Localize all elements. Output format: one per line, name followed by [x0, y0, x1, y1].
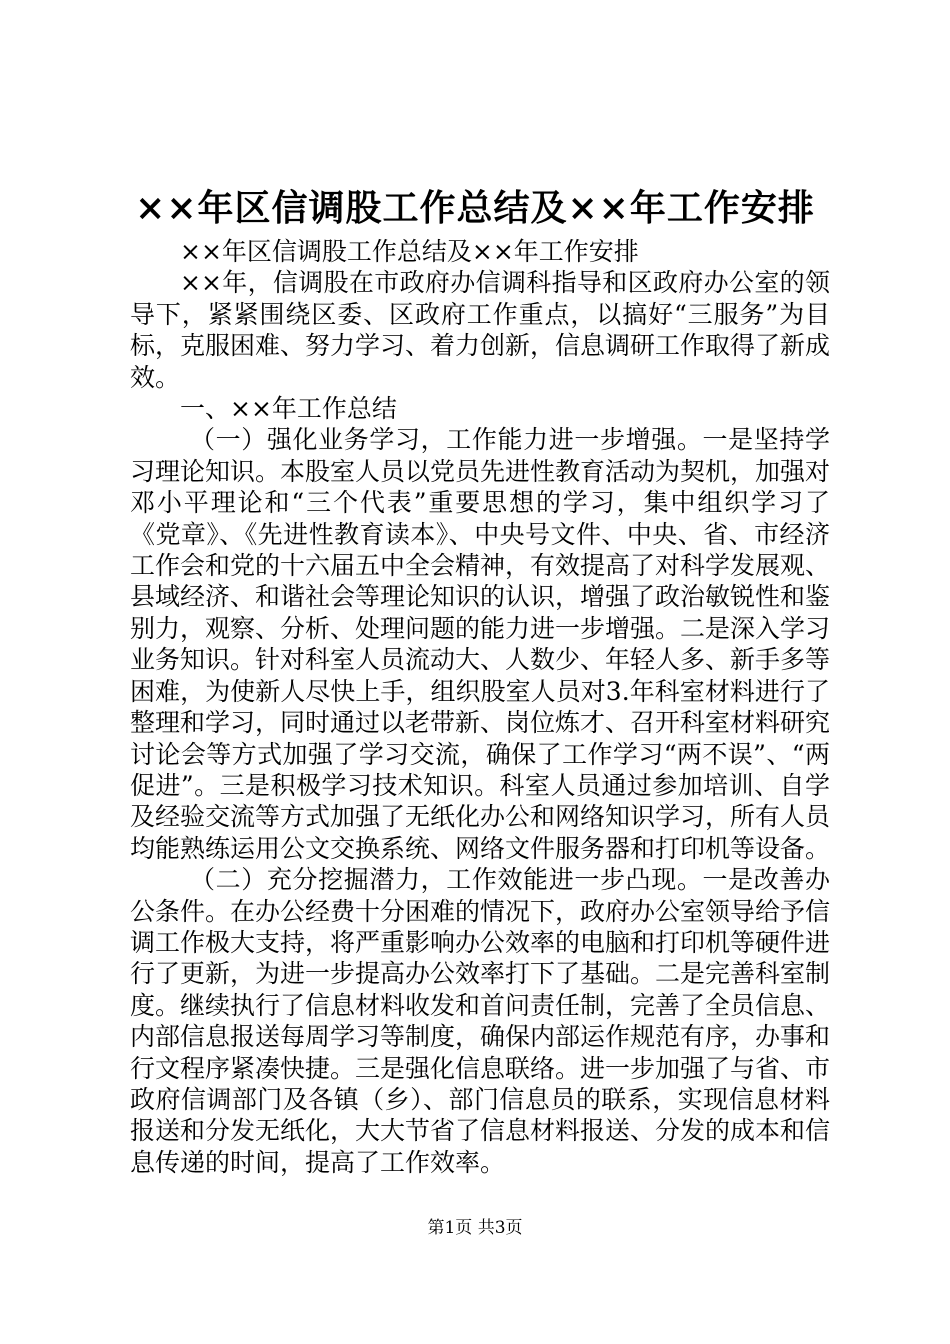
body-paragraph-section-1: （一）强化业务学习，工作能力进一步增强。一是坚持学习理论知识。本股室人员以党员先进性教育活动为契机，加强对邓小平理论和“三个代表”重要思想的学习，集中组织学习了《党章》、《先进性教育读本》、中央号文件、中央、省、市经济工作会和党的十六届五中全会精神，有效提高了对科学发展观、县域经济、和谐社会等理论知识的认识，增强了政治敏锐性和鉴别力，观察、分析、处理问题的能力进一步增强。二是深入学习业务知识。针对科室人员流动大、人数少、年轻人多、新手多等困难，为使新人尽快上手，组织股室人员对3.年科室材料进行了整理和学习，同时通过以老带新、岗位炼才、召开科室材料研究讨论会等方式加强了学习交流，确保了工作学习“两不误”、“两促进”。三是积极学习技术知识。科室人员通过参加培训、自学及经验交流等方式加强了无纸化办公和网络知识学习，所有人员均能熟练运用公文交换系统、网络文件服务器和打印机等设备。	[130, 425, 831, 863]
document-title: ××年区信调股工作总结及××年工作安排	[135, 187, 815, 229]
body-paragraph-subtitle: ××年区信调股工作总结及××年工作安排	[180, 237, 639, 266]
document-body	[130, 236, 830, 1178]
section-heading: 一、××年工作总结	[180, 394, 397, 424]
page-footer: 第1页 共3页	[427, 1218, 523, 1238]
body-paragraph-intro: ××年，信调股在市政府办信调科指导和区政府办公室的领导下，紧紧围绕区委、区政府工作重点，以搞好“三服务”为目标，克服困难、努力学习、着力创新，信息调研工作取得了新成效。	[130, 268, 831, 392]
body-paragraph-section-2: （二）充分挖掘潜力，工作效能进一步凸现。一是改善办公条件。在办公经费十分困难的情况下，政府办公室领导给予信调工作极大支持，将严重影响办公效率的电脑和打印机等硬件进行了更新，为进一步提高办公效率打下了基础。二是完善科室制度。继续执行了信息材料收发和首问责任制，完善了全员信息、内部信息报送每周学习等制度，确保内部运作规范有序，办事和行文程序紧凑快捷。三是强化信息联络。进一步加强了与省、市政府信调部门及各镇（乡）、部门信息员的联系，实现信息材料报送和分发无纸化，大大节省了信息材料报送、分发的成本和信息传递的时间，提高了工作效率。	[130, 865, 831, 1177]
